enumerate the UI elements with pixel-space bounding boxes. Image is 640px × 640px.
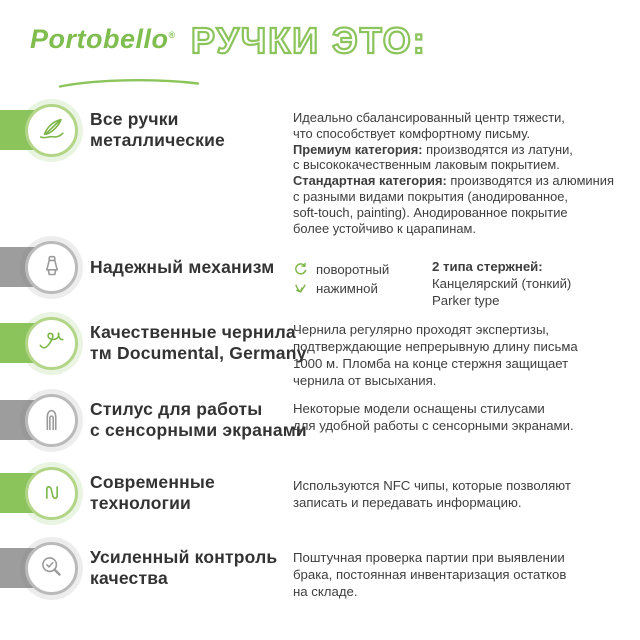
feature-description [293,549,566,600]
description-line [293,173,614,189]
feature-title [90,322,307,364]
description-line [293,583,566,600]
description-line [293,205,614,221]
description-line [293,321,578,338]
description-line [293,142,614,158]
icon-circle [25,394,78,447]
icon-circle [25,542,78,595]
mechanism-option-label: поворотный [316,262,390,277]
description-line [293,417,574,434]
description-bold-segment: Премиум категория: [293,141,423,157]
feature-title [90,399,307,441]
description-segment: Некоторые модели оснащены стилусами [293,401,545,416]
feature-title-line: с сенсорными экранами [90,420,307,440]
feature-title-line: качества [90,568,168,588]
description-line [293,338,578,355]
mechanism-details [293,258,571,309]
description-segment: что способствует комфортному письму. [293,125,531,141]
feature-title-line: металлические [90,130,225,150]
feature-title [90,547,277,589]
description-segment: чернила от высыхания. [293,373,437,388]
description-line [293,400,574,417]
description-line [293,221,614,237]
logo-swoosh-icon [58,77,200,89]
description-line [293,566,566,583]
description-segment: Идеально сбалансированный центр тяжести, [293,110,565,125]
description-segment: производятся из алюминия [446,173,614,189]
description-line [293,355,578,372]
refill-types [432,258,571,309]
description-segment: Поштучная проверка партии при выявлении [293,550,565,565]
description-line [293,110,614,126]
description-line [293,477,571,494]
feature-title-line: Все ручки [90,109,179,129]
description-segment: с высококачественным лаковым покрытием. [293,157,560,173]
description-segment: Используются NFC чипы, которые позволяют [293,478,571,493]
feature-description [293,110,614,236]
feature-title-line: Надежный механизм [90,256,275,277]
feature-title-line: Усиленный контроль [90,547,278,567]
feature-title-line: Современные [90,472,215,492]
description-line [293,549,566,566]
feature-title [90,257,274,278]
registered-mark: ® [168,30,176,40]
description-segment: на складе. [293,584,358,599]
mechanism-option-label: нажимной [316,281,378,296]
feature-title-line: тм Documental, Germany [90,343,307,363]
description-segment: soft-touch, painting). Анодированное покрытие [293,204,568,220]
description-segment: Чернила регулярно проходят экспертизы, [293,322,550,337]
refill-types-title: 2 типа стержней: [432,259,543,274]
refill-type-item: Parker type [432,293,500,308]
feature-title-line: Стилус для работы [90,399,263,419]
push-icon [293,281,308,296]
description-line [293,126,614,142]
description-segment: подтверждающие непрерывную длину письма [293,339,578,354]
feature-title [90,472,215,514]
description-segment: 1000 м. Пломба на конце стержня защищает [293,356,569,371]
feature-description [293,321,578,389]
feature-description [293,400,574,434]
description-line [293,494,571,511]
description-segment: записать и передавать информацию. [293,495,522,510]
quill-hand-icon [37,115,67,145]
icon-circle [25,104,78,157]
mechanism-option-push [293,279,432,298]
description-segment: более устойчиво к царапинам. [293,220,476,236]
icon-circle [25,241,78,294]
portobello-logo [30,24,176,55]
rotate-icon [293,262,308,277]
pen-tip-icon [37,252,67,282]
feature-title-line: технологии [90,493,192,513]
description-line [293,189,614,205]
feature-title [90,109,225,151]
description-segment: брака, постоянная инвентаризация остатков [293,567,567,582]
refill-type-item: Канцелярский (тонкий) [432,276,572,291]
magnifier-check-icon [37,553,67,583]
stylus-icon [37,405,67,435]
feature-description [293,477,571,511]
feature-title-line: Качественные чернила [90,322,296,342]
mechanism-option-rotate [293,260,432,279]
icon-circle [25,467,78,520]
description-line [293,372,578,389]
ink-swirl-icon [37,328,67,358]
description-line [293,157,614,173]
nfc-icon [37,478,67,508]
mechanism-options [293,258,432,309]
description-bold-segment: Стандартная категория: [293,173,447,189]
page-title: РУЧКИ ЭТО: [191,20,427,61]
description-segment: производятся из латуни, [422,141,573,157]
icon-circle [25,317,78,370]
description-segment: для удобной работы с сенсорными экранами. [293,418,574,433]
description-segment: с разными видами покрытия (анодированное, [293,188,568,204]
logo-text: Portobello [30,24,169,54]
